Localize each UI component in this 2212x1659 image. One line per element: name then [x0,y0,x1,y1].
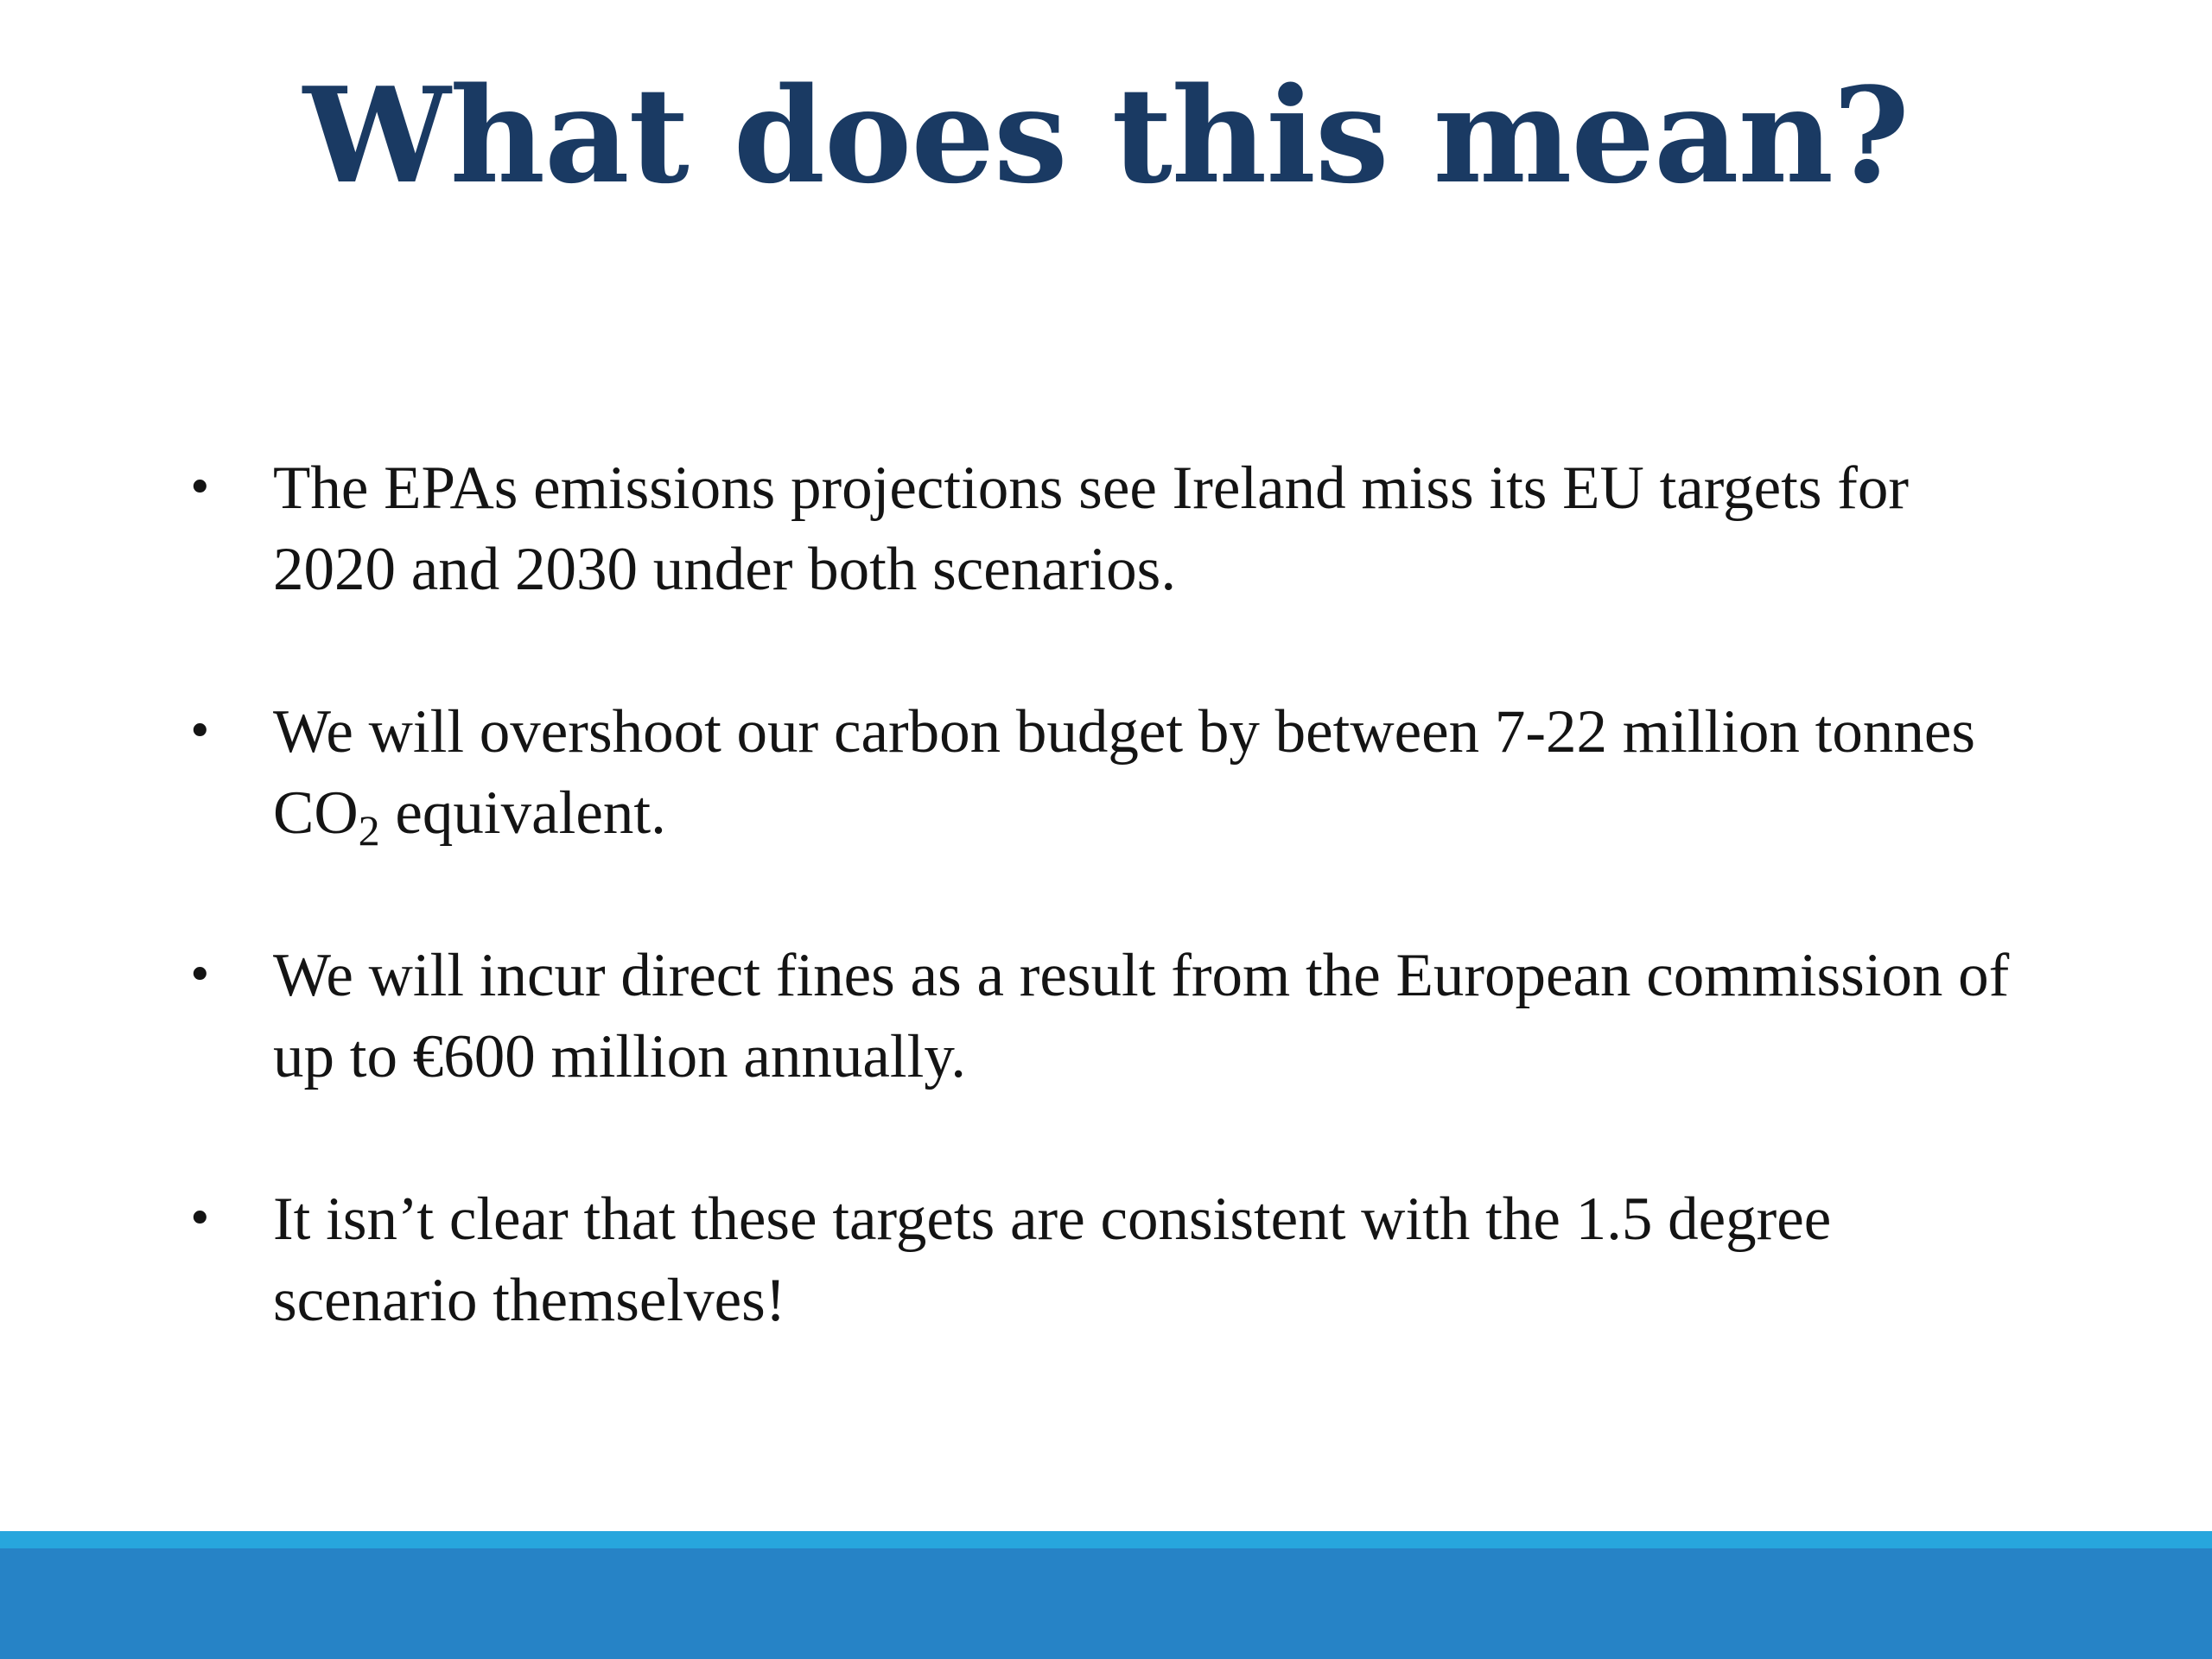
bullet-text [273,691,2036,854]
slide-title: What does this mean? [302,58,1910,213]
bullet-icon: • [187,706,213,758]
bullet-text-before: We will overshoot our carbon budget by between 7-22 million tonnes CO [273,698,1976,847]
bullet-text: It isn’t clear that these targets are consistent with the 1.5 degree scenario themselves! [273,1185,1832,1334]
bullet-text-after: equivalent. [379,779,666,847]
footer-accent-line [0,1531,2212,1548]
footer-bar [0,1548,2212,1659]
bullet-text: We will incur direct fines as a result from the European commission of up to €600 million annually. [273,942,2010,1090]
bullet-icon: • [187,950,213,1001]
bullet-text: The EPAs emissions projections see Ireland miss its EU targets for 2020 and 2030 under both scenarios. [273,454,1910,603]
subscript: 2 [358,806,380,855]
bullet-icon: • [187,462,213,514]
bullet-icon: • [187,1193,213,1245]
